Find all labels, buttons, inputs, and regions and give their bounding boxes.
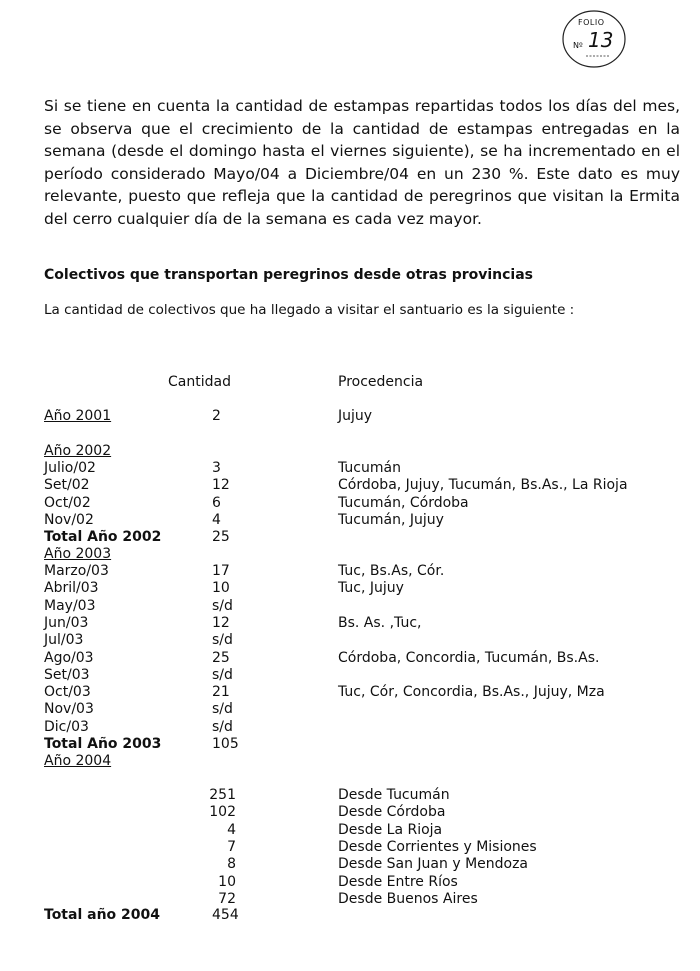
year-label-2004: Año 2004 (44, 753, 112, 769)
total-label-2004: Total año 2004 (44, 907, 160, 923)
cell-periodo: May/03 (44, 597, 96, 614)
table-row (44, 821, 684, 839)
year-label-2001: Año 2001 (44, 408, 112, 424)
table-row (44, 579, 684, 597)
column-header-cantidad: Cantidad (168, 374, 231, 390)
cell-procedencia: Desde San Juan y Mendoza (338, 856, 529, 873)
year-heading-2004 (44, 752, 684, 770)
table-row (44, 666, 684, 684)
table-row (44, 700, 684, 718)
table-row (44, 562, 684, 580)
cell-cantidad: s/d (212, 718, 233, 735)
cell-cantidad: 251 (209, 787, 236, 803)
cell-periodo: Jun/03 (44, 614, 89, 631)
total-label-2003: Total Año 2003 (44, 736, 162, 752)
total-value-2004: 454 (212, 907, 239, 923)
cell-cantidad: 2 (212, 408, 221, 424)
total-label-2002: Total Año 2002 (44, 529, 162, 545)
cell-cantidad: s/d (212, 666, 233, 683)
cell-procedencia: Desde Buenos Aires (338, 890, 478, 907)
cell-cantidad: 21 (212, 684, 230, 701)
body-paragraph: Si se tiene en cuenta la cantidad de estampas repartidas todos los días del mes, se observa que el crecimiento de la cantidad de estampas entregadas en la semana (desde el domingo hasta el viernes siguiente), se ha incrementado en el período considerado Mayo/04 a Diciembre/04 en un 230 %. Este dato es muy relevante, puesto que refleja que la cantidad de peregrinos que visitan la Ermita del cerro cualquier día de la semana es cada vez mayor. (44, 97, 680, 228)
cell-procedencia: Tuc, Bs.As, Cór. (338, 563, 445, 579)
table-row (44, 511, 684, 529)
cell-periodo: Abril/03 (44, 580, 99, 597)
cell-periodo: Ago/03 (44, 649, 94, 666)
year-heading-2002 (44, 442, 684, 460)
cell-cantidad: 72 (218, 890, 236, 907)
cell-procedencia: Tucumán, Córdoba (338, 494, 469, 511)
cell-procedencia: Desde Tucumán (338, 787, 450, 803)
table-row-2001 (44, 407, 684, 425)
total-value-2003: 105 (212, 736, 239, 752)
table-row (44, 631, 684, 649)
table-row (44, 476, 684, 494)
table-row (44, 873, 684, 891)
cell-periodo: Set/03 (44, 666, 90, 683)
cell-periodo: Set/02 (44, 477, 90, 494)
cell-procedencia: Desde Córdoba (338, 804, 446, 821)
cell-periodo: Oct/03 (44, 684, 91, 701)
cell-cantidad: 8 (227, 856, 236, 873)
table-row (44, 838, 684, 856)
table-row (44, 855, 684, 873)
section-heading: Colectivos que transportan peregrinos desde otras provincias (44, 267, 534, 283)
cell-procedencia: Desde Entre Ríos (338, 873, 458, 890)
cell-periodo: Marzo/03 (44, 563, 109, 579)
cell-procedencia: Tucumán, Jujuy (338, 511, 444, 528)
total-row-2003 (44, 735, 684, 753)
cell-periodo: Jul/03 (44, 632, 84, 649)
table-header-row (44, 373, 684, 391)
cell-cantidad: 7 (227, 838, 236, 855)
cell-periodo: Dic/03 (44, 718, 89, 735)
cell-procedencia: Tuc, Jujuy (338, 580, 404, 597)
stamp-label: FOLIO (578, 18, 605, 27)
cell-procedencia: Jujuy (338, 408, 373, 424)
table-row (44, 803, 684, 821)
cell-procedencia: Córdoba, Jujuy, Tucumán, Bs.As., La Rioja (338, 477, 628, 494)
total-row-2004 (44, 906, 684, 924)
cell-cantidad: 4 (227, 821, 236, 838)
cell-cantidad: 25 (212, 649, 230, 666)
table-row (44, 597, 684, 615)
year-label-2002: Año 2002 (44, 443, 112, 459)
table-row (44, 459, 684, 477)
cell-cantidad: 6 (212, 494, 221, 511)
cell-periodo: Julio/02 (44, 460, 96, 476)
cell-cantidad: 3 (212, 460, 221, 476)
intro-text: La cantidad de colectivos que ha llegado a visitar el santuario es la siguiente : (44, 302, 575, 318)
total-value-2002: 25 (212, 529, 230, 545)
table-row (44, 494, 684, 512)
cell-cantidad: s/d (212, 597, 233, 614)
cell-procedencia: Desde Corrientes y Misiones (338, 838, 537, 855)
table-row (44, 614, 684, 632)
cell-cantidad: 10 (212, 580, 230, 597)
total-row-2002 (44, 528, 684, 546)
folio-stamp (560, 8, 628, 70)
cell-periodo: Nov/02 (44, 511, 94, 528)
year-heading-2003 (44, 545, 684, 563)
year-label-2003: Año 2003 (44, 546, 112, 562)
cell-cantidad: 102 (209, 804, 236, 821)
cell-cantidad: s/d (212, 701, 233, 718)
cell-periodo: Oct/02 (44, 494, 91, 511)
table-row (44, 718, 684, 736)
cell-cantidad: s/d (212, 632, 233, 649)
table-row (44, 649, 684, 667)
cell-procedencia: Córdoba, Concordia, Tucumán, Bs.As. (338, 649, 600, 666)
cell-cantidad: 12 (212, 614, 230, 631)
cell-procedencia: Bs. As. ,Tuc, (338, 614, 422, 631)
column-header-procedencia: Procedencia (338, 374, 424, 390)
cell-cantidad: 17 (212, 563, 230, 579)
stamp-number: 13 (588, 28, 614, 52)
cell-procedencia: Tuc, Cór, Concordia, Bs.As., Jujuy, Mza (338, 684, 605, 701)
cell-cantidad: 12 (212, 477, 230, 494)
cell-periodo: Nov/03 (44, 701, 94, 718)
stamp-number-prefix: Nº (573, 41, 583, 50)
table-row (44, 786, 684, 804)
cell-procedencia: Tucumán (338, 460, 401, 476)
table-row (44, 683, 684, 701)
cell-cantidad: 4 (212, 511, 221, 528)
cell-cantidad: 10 (218, 873, 236, 890)
cell-procedencia: Desde La Rioja (338, 821, 443, 838)
